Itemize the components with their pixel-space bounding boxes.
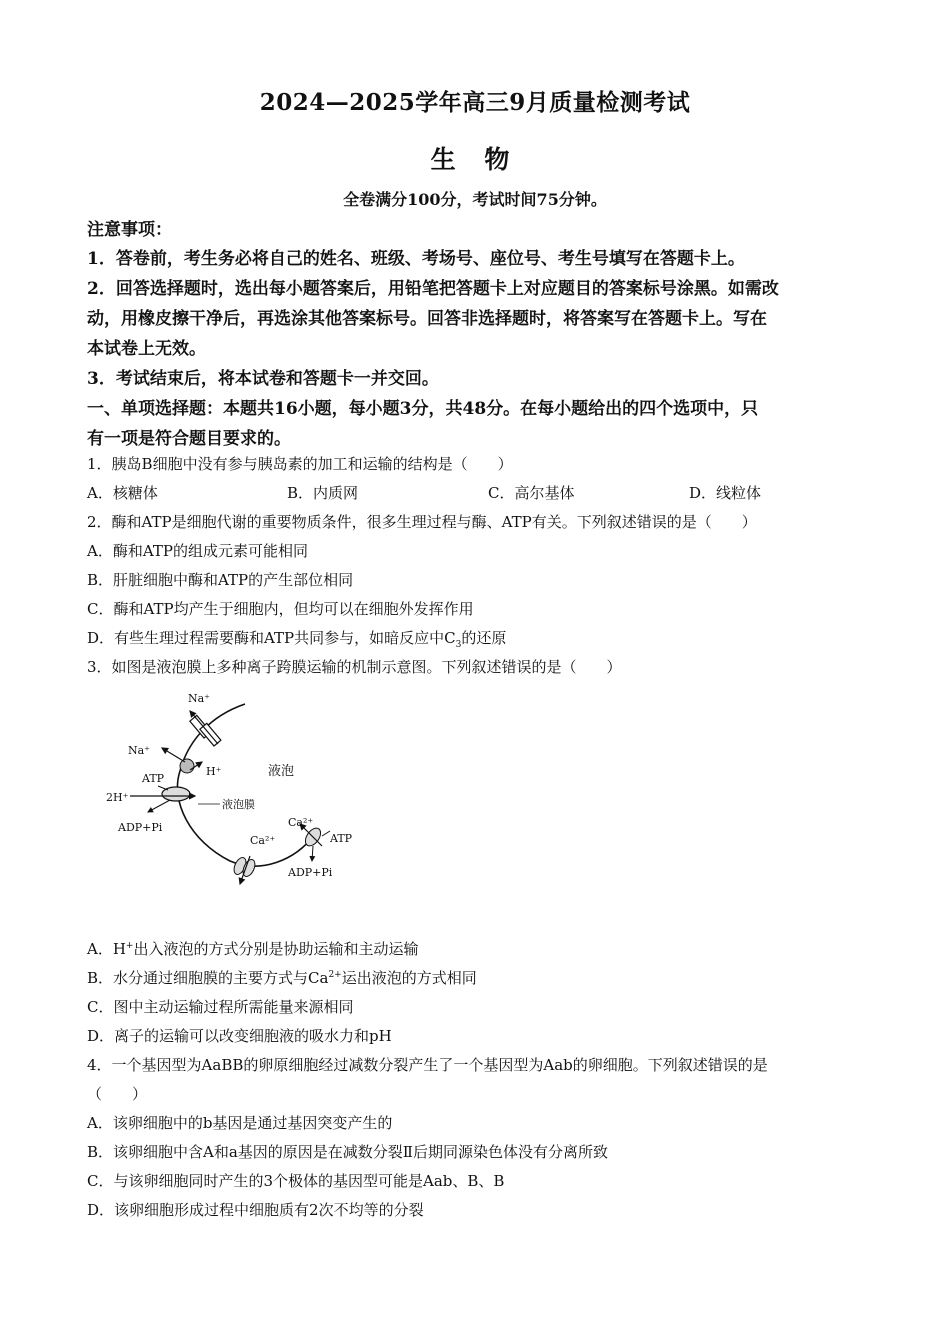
q4-option-d: D．该卵细胞形成过程中细胞质有2次不均等的分裂 xyxy=(87,1201,424,1219)
label-h-inner: H⁺ xyxy=(206,765,222,778)
subject-title: 生 物 xyxy=(430,145,520,174)
note-item-2-line-1: 2．回答选择题时，选出每小题答案后，用铅笔把答题卡上对应题目的答案标号涂黑。如需改 xyxy=(87,279,779,299)
note-item-1: 1．答卷前，考生务必将自己的姓名、班级、考场号、座位号、考生号填写在答题卡上。 xyxy=(87,249,745,269)
section-1-heading-line-1: 一、单项选择题：本题共16小题，每小题3分，共48分。在每小题给出的四个选项中，只 xyxy=(87,399,759,419)
q4-stem-line-1: 4．一个基因型为AaBB的卵原细胞经过减数分裂产生了一个基因型为Aab的卵细胞。下列叙述错误的是 xyxy=(87,1056,768,1074)
label-vacuole: 液泡 xyxy=(268,764,295,779)
q4-stem-line-2: （ ） xyxy=(87,1085,148,1103)
q1-option-a: A．核糖体 xyxy=(87,484,158,502)
q3-option-a: A．H+出入液泡的方式分别是协助运输和主动运输 xyxy=(87,940,419,958)
q2-stem: 2．酶和ATP是细胞代谢的重要物质条件，很多生理过程与酶、ATP有关。下列叙述错误的是（ ） xyxy=(87,513,757,531)
q4-option-c: C．与该卵细胞同时产生的3个极体的基因型可能是Aab、B、B xyxy=(87,1172,505,1190)
label-ca-left: Ca²⁺ xyxy=(250,834,276,847)
exam-title: 2024—2025学年高三9月质量检测考试 xyxy=(259,89,691,116)
q4-option-b: B．该卵细胞中含A和a基因的原因是在减数分裂Ⅱ后期同源染色体没有分离所致 xyxy=(87,1143,608,1161)
q3-option-c: C．图中主动运输过程所需能量来源相同 xyxy=(87,998,354,1016)
note-item-3: 3．考试结束后，将本试卷和答题卡一并交回。 xyxy=(87,369,439,389)
section-1-heading-line-2: 有一项是符合题目要求的。 xyxy=(87,429,291,449)
q1-option-b: B．内质网 xyxy=(287,484,359,502)
label-adp-left: ADP+Pi xyxy=(118,821,163,834)
q2-option-a: A．酶和ATP的组成元素可能相同 xyxy=(87,542,308,560)
q3-option-b: B．水分通过细胞膜的主要方式与$Ca^{2+}$运出液泡的方式相同 xyxy=(87,969,477,987)
note-item-2-line-2: 动，用橡皮擦干净后，再选涂其他答案标号。回答非选择题时，将答案写在答题卡上。写在 xyxy=(87,309,767,329)
q1-stem: 1．胰岛B细胞中没有参与胰岛素的加工和运输的结构是（ ） xyxy=(87,455,513,473)
note-item-2-line-3: 本试卷上无效。 xyxy=(87,339,206,359)
label-ca-right: Ca²⁺ xyxy=(288,816,314,829)
label-membrane: 液泡膜 xyxy=(222,798,255,811)
q3-stem: 3．如图是液泡膜上多种离子跨膜运输的机制示意图。下列叙述错误的是（ ） xyxy=(87,658,622,676)
ca-channel-bottom xyxy=(232,856,258,884)
q2-option-d: D．有些生理过程需要酶和ATP共同参与，如暗反应中$C_3$的还原 xyxy=(87,629,507,650)
notes-heading: 注意事项： xyxy=(87,220,172,240)
ca-atpase xyxy=(300,824,330,861)
label-na-left: Na⁺ xyxy=(128,744,150,757)
exam-info: 全卷满分100分，考试时间75分钟。 xyxy=(343,190,607,209)
label-atp-right: ATP xyxy=(330,832,353,845)
vacuole-membrane-ion-transport-diagram xyxy=(100,686,370,896)
q1-option-d: D．线粒体 xyxy=(689,484,762,502)
label-adp-right: ADP+Pi xyxy=(288,866,333,879)
label-atp-left: ATP xyxy=(142,772,165,785)
label-2h: 2H⁺ xyxy=(106,791,129,804)
q4-option-a: A．该卵细胞中的b基因是通过基因突变产生的 xyxy=(87,1114,393,1132)
q3-option-d: D．离子的运输可以改变细胞液的吸水力和pH xyxy=(87,1027,392,1045)
q1-option-c: C．高尔基体 xyxy=(488,484,575,502)
q2-option-b: B．肝脏细胞中酶和ATP的产生部位相同 xyxy=(87,571,354,589)
label-na-top: Na⁺ xyxy=(188,692,210,705)
q2-option-c: C．酶和ATP均产生于细胞内，但均可以在细胞外发挥作用 xyxy=(87,600,474,618)
na-h-antiporter xyxy=(180,759,194,773)
